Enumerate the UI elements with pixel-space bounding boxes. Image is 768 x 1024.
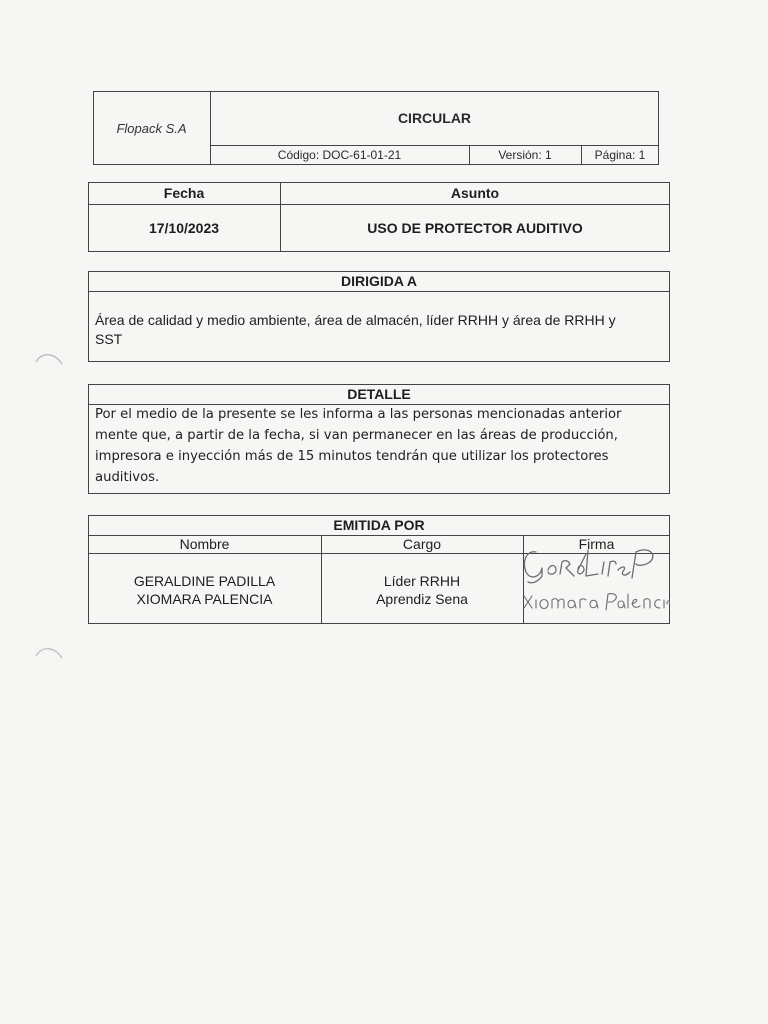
- issuer-roles: [321, 572, 523, 608]
- column-header-signature: Firma: [578, 536, 615, 552]
- section-divider: [88, 291, 670, 292]
- issuer-role: Aprendiz Sena: [376, 591, 468, 607]
- detail-line: Por el medio de la presente se les informa a las personas mencionadas anterior: [95, 407, 622, 422]
- detail-label: DETALLE: [347, 386, 411, 402]
- detail-line: mente que, a partir de la fecha, si van permanecer en las áreas de producción,: [95, 428, 618, 443]
- punch-hole-mark: [34, 350, 64, 370]
- issuer-name: XIOMARA PALENCIA: [136, 591, 273, 607]
- punch-hole-mark: [34, 644, 64, 664]
- subject-label: Asunto: [450, 185, 500, 201]
- addressed-to-text: [95, 311, 665, 349]
- signature-xiomara: [520, 588, 670, 614]
- document-type: CIRCULAR: [397, 110, 472, 126]
- date-label: Fecha: [163, 185, 205, 201]
- issuer-name: GERALDINE PADILLA: [133, 573, 276, 589]
- company-name: Flopack S.A: [116, 120, 187, 136]
- date-value: 17/10/2023: [148, 220, 220, 236]
- signature-geraldine: [518, 540, 668, 588]
- column-header-role: Cargo: [402, 536, 442, 552]
- addressed-to-line: Área de calidad y medio ambiente, área de almacén, líder RRHH y área de RRHH y: [95, 312, 616, 328]
- addressed-to-label: DIRIGIDA A: [341, 273, 417, 289]
- issuer-names: [88, 572, 321, 608]
- issuer-role: Líder RRHH: [383, 573, 461, 589]
- detail-text: [95, 404, 665, 488]
- document-page: Página: 1: [594, 148, 646, 162]
- document-version: Versión: 1: [498, 148, 552, 162]
- issued-by-label: EMITIDA POR: [333, 517, 425, 533]
- addressed-to-line: SST: [95, 331, 123, 347]
- subject-value: USO DE PROTECTOR AUDITIVO: [367, 220, 583, 236]
- detail-line: auditivos.: [95, 470, 160, 485]
- column-header-name: Nombre: [179, 536, 230, 552]
- document-code: Código: DOC-61-01-21: [277, 148, 402, 162]
- detail-line: impresora e inyección más de 15 minutos tendrán que utilizar los protectores: [95, 449, 609, 464]
